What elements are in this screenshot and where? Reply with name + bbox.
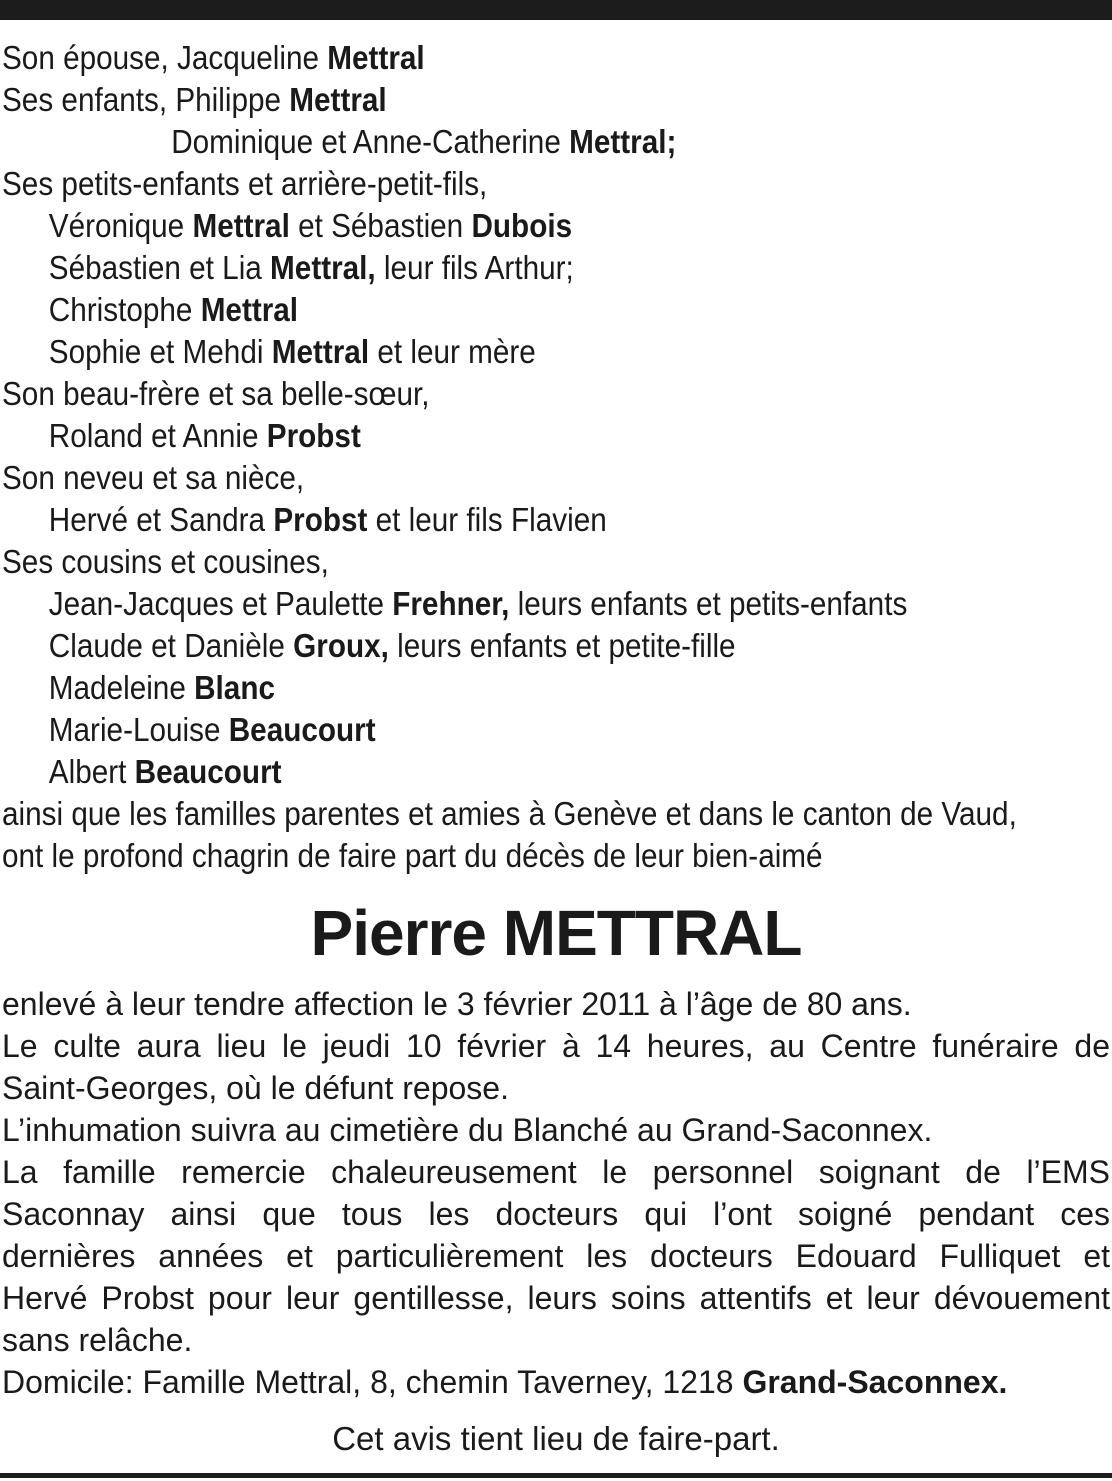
surname: Probst: [266, 417, 361, 454]
text: Roland et Annie: [48, 417, 267, 454]
inlaws-line: [2, 415, 999, 457]
cousin-line: [2, 625, 999, 667]
text: Claude et Danièle: [48, 627, 294, 664]
funeral-details: [2, 983, 1110, 1403]
details-line: Le culte aura lieu le jeudi 10 février à 14 heures, au Centre funéraire de: [2, 1028, 1110, 1064]
surname: Mettral;: [569, 123, 677, 160]
text: leur fils Arthur;: [375, 249, 574, 286]
surname: Mettral: [271, 333, 370, 370]
text: Véronique: [48, 207, 193, 244]
surname: Mettral: [289, 81, 387, 118]
grandchild-line: [2, 289, 999, 331]
children-line: [2, 79, 999, 121]
cousin-line: [2, 709, 999, 751]
nephew-line: [2, 499, 999, 541]
surname: Beaucourt: [228, 711, 376, 748]
top-rule: [0, 0, 1112, 20]
text: et leur mère: [369, 333, 536, 370]
surname: Groux,: [293, 627, 389, 664]
text: leurs enfants et petite-fille: [388, 627, 736, 664]
text: Jean-Jacques et Paulette: [48, 585, 393, 622]
surname: Beaucourt: [134, 753, 282, 790]
text: et leur fils Flavien: [367, 501, 607, 538]
closing-line-1: ainsi que les familles parentes et amies à Genève et dans le canton de Vaud,: [2, 795, 1017, 832]
text: Hervé et Sandra: [48, 501, 274, 538]
text: Sophie et Mehdi: [48, 333, 272, 370]
place: Grand-Saconnex.: [742, 1364, 1008, 1400]
inlaws-intro: Son beau-frère et sa belle-sœur,: [2, 375, 430, 412]
text: Christophe: [48, 291, 201, 328]
surname: Dubois: [471, 207, 573, 244]
grandchildren-intro: Ses petits-enfants et arrière-petit-fils,: [2, 165, 488, 202]
details-line: Saint-Georges, où le défunt repose.: [2, 1070, 509, 1106]
text: Domicile: Famille Mettral, 8, chemin Taverney, 1218: [2, 1364, 743, 1400]
text: Marie-Louise: [48, 711, 229, 748]
grandchild-line: [2, 247, 999, 289]
surname: Blanc: [194, 669, 275, 706]
nephew-intro: Son neveu et sa nièce,: [2, 459, 305, 496]
grandchild-line: [2, 205, 999, 247]
footer-note: Cet avis tient lieu de faire-part.: [332, 1420, 780, 1457]
text: Madeleine: [48, 669, 195, 706]
text: leurs enfants et petits-enfants: [509, 585, 908, 622]
details-line: L’inhumation suivra au cimetière du Blanché au Grand-Saconnex.: [2, 1112, 933, 1148]
details-line: dernières années et particulièrement les docteurs Edouard Fulliquet et: [2, 1238, 1110, 1274]
surname: Mettral,: [270, 249, 376, 286]
closing-line-2: ont le profond chagrin de faire part du décès de leur bien-aimé: [2, 837, 823, 874]
text: Sébastien et Lia: [48, 249, 271, 286]
domicile-line: [2, 1361, 1110, 1403]
grandchild-line: [2, 331, 999, 373]
cousins-intro: Ses cousins et cousines,: [2, 543, 329, 580]
details-line: La famille remercie chaleureusement le personnel soignant de l’EMS: [2, 1154, 1110, 1190]
text: et Sébastien: [289, 207, 472, 244]
text: Albert: [48, 753, 135, 790]
children-line-2: [2, 121, 999, 163]
surname: Mettral: [327, 39, 425, 76]
family-list: [2, 37, 1110, 877]
surname: Frehner,: [392, 585, 510, 622]
cousin-line: [2, 667, 999, 709]
surname: Mettral: [192, 207, 290, 244]
cousin-line: [2, 583, 999, 625]
spouse-line: [2, 37, 999, 79]
surname: Mettral: [200, 291, 299, 328]
details-line: Hervé Probst pour leur gentillesse, leurs soins attentifs et leur dévouement: [2, 1280, 1110, 1316]
details-line: enlevé à leur tendre affection le 3 février 2011 à l’âge de 80 ans.: [2, 986, 912, 1022]
surname: Probst: [273, 501, 368, 538]
bottom-rule: [0, 1473, 1112, 1478]
cousin-line: [2, 751, 999, 793]
details-line: sans relâche.: [2, 1322, 193, 1358]
text: Ses enfants, Philippe: [2, 81, 290, 118]
deceased-name: Pierre METTRAL: [310, 897, 802, 969]
text: Dominique et Anne-Catherine: [171, 123, 570, 160]
details-line: Saconnay ainsi que tous les docteurs qui l’ont soigné pendant ces: [2, 1196, 1110, 1232]
text: Son épouse, Jacqueline: [2, 39, 328, 76]
